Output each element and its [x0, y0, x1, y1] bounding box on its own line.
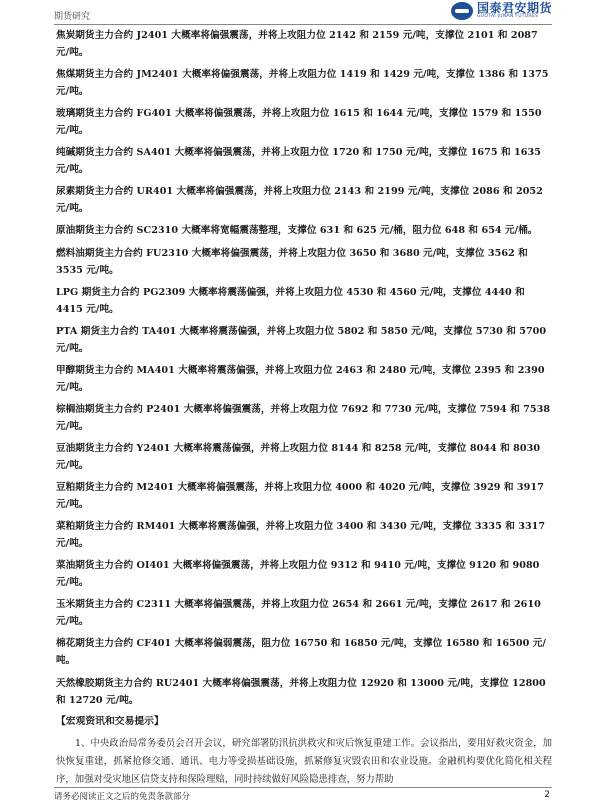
disclaimer-note: 请务必阅读正文之后的免责条款部分 — [54, 792, 191, 802]
forecast-paragraph: 焦炭期货主力合约 J2401 大概率将偏强震荡，并将上攻阻力位 2142 和 2159 元/吨，支撑位 2101 和 2087 元/吨。 — [56, 30, 538, 58]
forecast-paragraph: 燃料油期货主力合约 FU2310 大概率将偏强震荡，并将上攻阻力位 3650 和 3680 元/吨，支撑位 3562 和 3535 元/吨。 — [56, 248, 528, 276]
forecast-paragraph: 原油期货主力合约 SC2310 大概率将宽幅震荡整理，支撑位 631 和 625 元/桶，阻力位 648 和 654 元/桶。 — [56, 225, 538, 236]
document-body — [56, 27, 552, 789]
company-logo — [451, 0, 552, 22]
forecast-paragraph: PTA 期货主力合约 TA401 大概率将震荡偏强，并将上攻阻力位 5802 和 5850 元/吨，支撑位 5730 和 5700 元/吨。 — [56, 326, 547, 354]
forecast-paragraph: 豆油期货主力合约 Y2401 大概率将震荡偏强，并将上攻阻力位 8144 和 8258 元/吨，支撑位 8044 和 8030 元/吨。 — [56, 443, 541, 471]
forecast-paragraph: 玻璃期货主力合约 FG401 大概率将偏强震荡，并将上攻阻力位 1615 和 1644 元/吨，支撑位 1579 和 1550 元/吨。 — [56, 108, 542, 136]
page-header — [0, 0, 600, 26]
logo-name-cn: 国泰君安期货 — [476, 1, 552, 16]
forecast-paragraph: 菜粕期货主力合约 RM401 大概率将震荡偏强，并将上攻阻力位 3400 和 3430 元/吨，支撑位 3335 和 3317 元/吨。 — [56, 521, 546, 549]
header-label: 期货研究 — [54, 12, 91, 22]
forecast-paragraph: 天然橡胶期货主力合约 RU2401 大概率将偏强震荡，并将上攻阻力位 12920 和 13000 元/吨，支撑位 12800 和 12720 元/吨。 — [56, 678, 546, 706]
forecast-paragraph: 棕榈油期货主力合约 P2401 大概率将偏强震荡，并将上攻阻力位 7692 和 7730 元/吨，支撑位 7594 和 7538 元/吨。 — [56, 404, 551, 432]
forecast-paragraph: 棉花期货主力合约 CF401 大概率将偏弱震荡，阻力位 16750 和 16850 元/吨，支撑位 16580 和 16500 元/吨。 — [56, 638, 546, 666]
forecast-paragraph: 尿素期货主力合约 UR401 大概率将偏强震荡，并将上攻阻力位 2143 和 2199 元/吨，支撑位 2086 和 2052 元/吨。 — [56, 186, 543, 214]
forecast-paragraph: 豆粕期货主力合约 M2401 大概率将偏强震荡，并将上攻阻力位 4000 和 4020 元/吨，支撑位 3929 和 3917 元/吨。 — [56, 482, 544, 510]
header-divider — [54, 24, 552, 25]
forecast-paragraph: 菜油期货主力合约 OI401 大概率将偏强震荡，并将上攻阻力位 9312 和 9410 元/吨，支撑位 9120 和 9080 元/吨。 — [56, 560, 540, 588]
forecast-paragraph: 纯碱期货主力合约 SA401 大概率将偏强震荡，并将上攻阻力位 1720 和 1750 元/吨，支撑位 1675 和 1635 元/吨。 — [56, 147, 541, 175]
forecast-paragraph: 焦煤期货主力合约 JM2401 大概率将偏强震荡，并将上攻阻力位 1419 和 1429 元/吨，支撑位 1386 和 1375 元/吨。 — [56, 69, 549, 97]
section-title: 【宏观资讯和交易提示】 — [56, 716, 164, 727]
page-number: 2 — [544, 790, 550, 800]
forecast-paragraph: 甲醇期货主力合约 MA401 大概率将震荡偏强，并将上攻阻力位 2463 和 2480 元/吨，支撑位 2395 和 2390 元/吨。 — [56, 365, 545, 393]
logo-name-en: GUOTAI JUNAN FUTURES — [476, 14, 539, 20]
forecast-paragraph: LPG 期货主力合约 PG2309 大概率将震荡偏强，并将上攻阻力位 4530 和 4560 元/吨，支撑位 4440 和 4415 元/吨。 — [56, 287, 525, 315]
news-paragraph: 1、中央政治局常务委员会召开会议，研究部署防汛抗洪救灾和灾后恢复重建工作。会议指出，要用好救灾资金，加快恢复重建，抓紧抢修交通、通讯、电力等受损基础设施，抓紧修复灾毁农田和农业设施。金融机构要优化简化相关程序，加强对受灾地区信贷支持和保险理赔，同时持续做好风险隐患排查，努力帮助 — [56, 738, 552, 785]
forecast-paragraph: 玉米期货主力合约 C2311 大概率将偏强震荡，并将上攻阻力位 2654 和 2661 元/吨，支撑位 2617 和 2610 元/吨。 — [56, 599, 541, 627]
logo-icon — [451, 2, 473, 20]
footer-divider — [54, 787, 552, 788]
